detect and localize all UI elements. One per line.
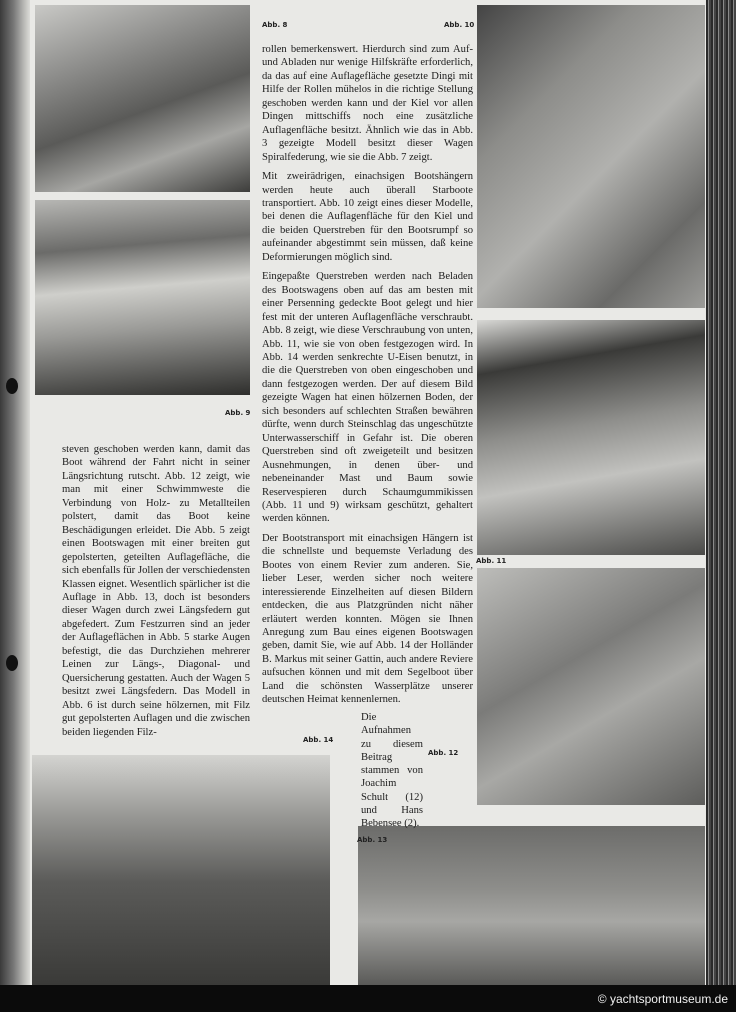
caption-abb-11: Abb. 11	[476, 557, 507, 565]
photo-credits: Die Aufnahmen zu diesem Beitrag stammen von Joachim Schult (12) und Hans Bebensee (2).	[361, 712, 423, 830]
paragraph: steven geschoben werden kann, damit das Boot während der Fahrt nicht in seiner Längsrichtung rutscht. Abb. 12 zeigt, wie man mit einer Schwimmweste die Verbindung von Holz- zu Metallteilen polstert, damit das Boot keine Beschädigungen erleidet. Die Abb. 5 zeigt einen Bootswagen mit einer breiten gut gepolsterten, geteilten Auflagefläche, die sich ebenfalls für Jollen der verschiedensten Klassen eignet. Wesentlich spärlicher ist die Auflage in Abb. 13, doch ist besonders dieser Wagen durch zwei Längsfedern gut abgefedert. Zum Festzurren sind an jeder der Auflageflächen in Abb. 5 starke Augen befestigt, die das Durchziehen mehrerer Leinen zur Längs-, Diagonal- und Quersicherung gestatten. Auch der Wagen 5 besitzt zwei Längsfedern. Das Modell in Abb. 6 ist durch seine hölzernen, mit Filz gut gepolsterten Auflagen und die zwischen beiden liegenden Filz-	[62, 444, 250, 738]
caption-abb-9: Abb. 9	[225, 409, 251, 417]
photo-abb-9	[35, 200, 250, 395]
article-left-column	[62, 443, 250, 745]
paragraph: rollen bemerkenswert. Hierdurch sind zum Auf- und Abladen nur wenige Hilfskräfte erforderlich, da das auf eine Auflagefläche gesetzte Dingi mit Hilfe der Rollen mühelos in die richtige Stellung geschoben werden kann und der Kiel vor allen Dingen mittschiffs noch eine zusätzliche Auflagenfläche besitzt. Ähnlich wie das in Abb. 3 gezeigte Modell besitzt dieser Wagen Spiralfederung, wie sie die Abb. 7 zeigt.	[262, 44, 473, 163]
photo-abb-11	[477, 320, 705, 555]
paragraph: Der Bootstransport mit einachsigen Hängern ist die schnellste und bequemste Verladung des Bootes von einem Revier zum anderen. Sie, lieber Leser, werden sicher noch weitere interessierende Einzelheiten auf diesen Bildern entdecken, die aus Platzgründen nicht näher erläutert werden konnten. Mögen sie Ihnen Anregung zum Bau eines eigenen Bootswagen geben, damit Sie, wie auf Abb. 14 der Holländer B. Markus mit seiner Gattin, auch andere Reviere aufsuchen können und mit dem Segelboot über Land die schönsten Wasserplätze unserer deutschen Heimat kennenlernen.	[262, 532, 473, 706]
watermark: © yachtsportmuseum.de	[597, 992, 728, 1006]
photo-abb-13	[358, 826, 705, 985]
caption-abb-12: Abb. 12	[428, 749, 459, 757]
binding-hole	[6, 378, 18, 394]
article-middle-column	[262, 43, 473, 707]
paragraph: Mit zweirädrigen, einachsigen Bootshängern werden heute auch überall Starboote transportiert. Abb. 10 zeigt eines dieser Modelle, bei denen die Auflagenfläche für den Kiel und die beiden Querstreben für den Bootsrumpf so aufeinander abgestimmt sein müssen, daß keine Deformierungen möglich sind.	[262, 171, 473, 263]
page-edges	[706, 0, 736, 985]
caption-abb-8: Abb. 8	[262, 21, 288, 29]
photo-abb-14	[32, 755, 330, 985]
photo-abb-12	[477, 568, 705, 805]
caption-abb-14: Abb. 14	[303, 736, 334, 744]
binding-hole	[6, 655, 18, 671]
caption-abb-10: Abb. 10	[444, 21, 475, 29]
caption-abb-13: Abb. 13	[357, 836, 388, 844]
photo-abb-8	[35, 5, 250, 192]
bottom-bar	[0, 985, 736, 1012]
book-binding	[0, 0, 30, 985]
photo-abb-10	[477, 5, 705, 308]
paragraph: Eingepaßte Querstreben werden nach Beladen des Bootswagens oben auf das am besten mit einer Persenning gedeckte Boot gelegt und hier fest mit der unteren Auflagenfläche verschraubt. Abb. 8 zeigt, wie diese Verschraubung von unten, Abb. 11, wie sie von oben festgezogen wird. In Abb. 14 werden senkrechte U-Eisen benutzt, in die die Querstreben von oben eingeschoben und dann festgezogen werden. Der auf diesem Bild gezeigte Wagen hat einen hölzernen Boden, der sich besonders auf schlechten Straßen bewähren dürfte, wenn durch Steinschlag das ungeschützte Unterwasserschiff in Gefahr ist. Die oberen Querstreben sind oft zweigeteilt und besitzen Ausnehmungen, in denen über- und nebeneinander Mast und Baum sowie Reservespieren durch Schaumgummikissen (Abb. 11 und 9) wirksam geschützt, gehaltert werden können.	[262, 271, 473, 525]
